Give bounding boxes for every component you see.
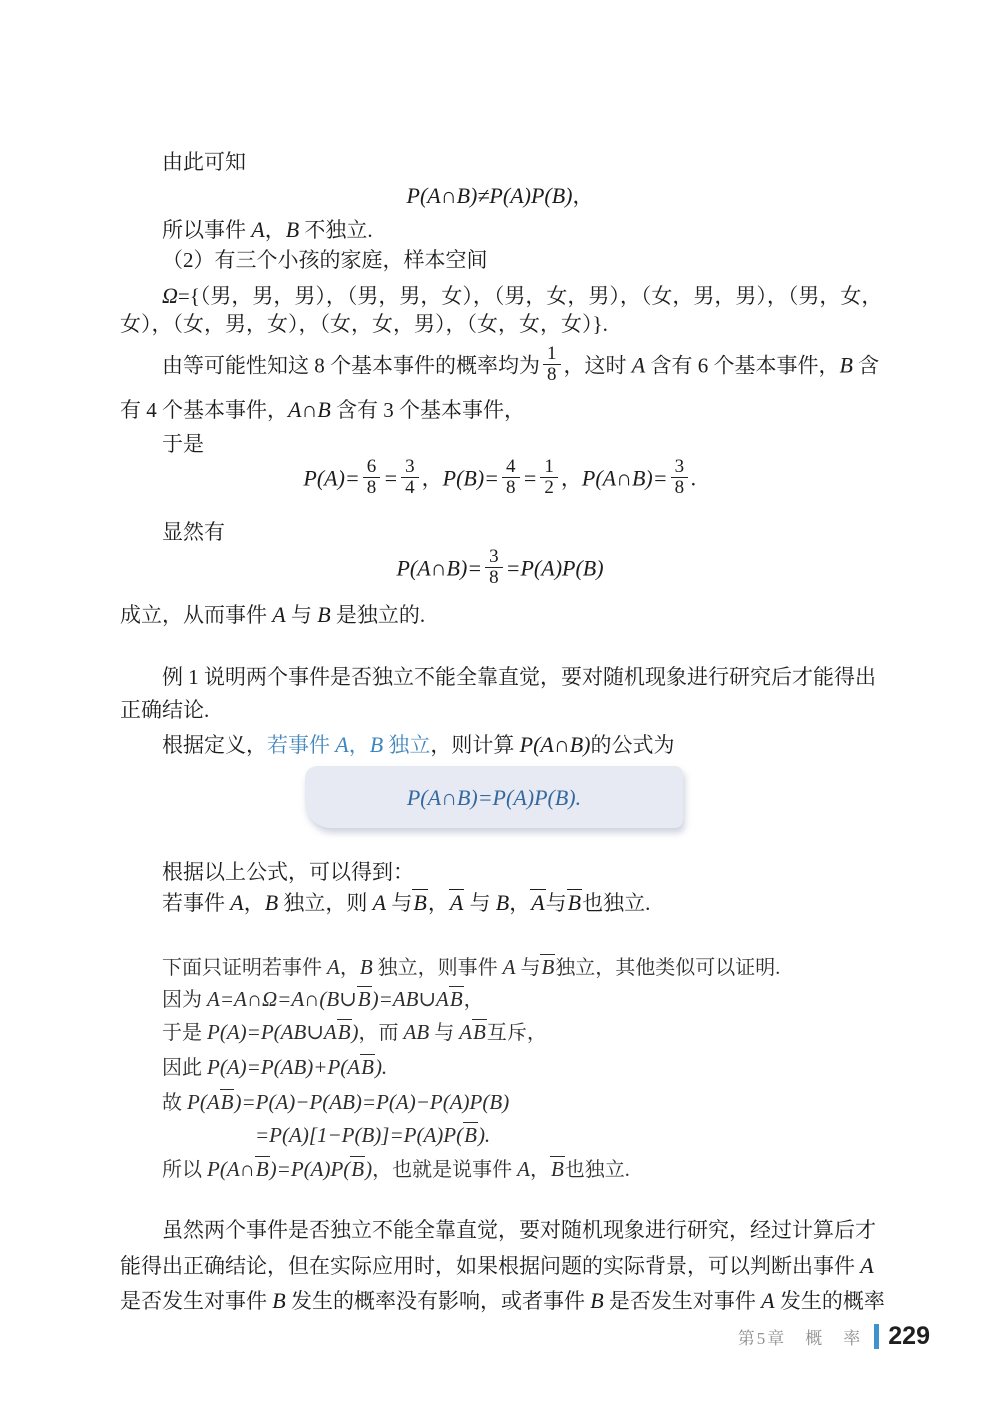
text-segment: （2）有三个小孩的家庭，样本空间 (162, 248, 488, 272)
text-segment: ，则计算 (430, 733, 520, 757)
text-segment: ， (421, 466, 443, 491)
proof-line-7 (162, 1152, 630, 1188)
text-segment: ， (463, 989, 484, 1011)
fraction-denominator: 8 (363, 477, 381, 498)
text-segment: A (372, 890, 387, 915)
proof-line-4 (162, 1050, 387, 1086)
text-segment: P(A∩B)= (581, 465, 668, 491)
text-segment: A∩B (288, 397, 331, 422)
text-segment: 故 (162, 1092, 187, 1114)
fraction-numerator: 6 (366, 456, 377, 477)
fraction-numerator: 3 (674, 456, 685, 477)
text-segment: B (464, 1123, 477, 1147)
text-segment: A (230, 890, 244, 915)
text-segment: B (369, 732, 384, 757)
proof-line-3 (162, 1015, 547, 1051)
para-youcikezhi (162, 145, 246, 180)
para-closing-1 (162, 1213, 876, 1248)
para-example1-note-2 (120, 693, 209, 728)
para-example1-note (162, 660, 876, 695)
text-segment: 根据定义， (162, 733, 267, 757)
text-segment: 也独立. (582, 891, 651, 915)
text-segment: B (590, 1288, 604, 1313)
text-segment: ， (264, 218, 286, 242)
text-segment: 若事件 (267, 733, 336, 757)
para-yushi (162, 427, 204, 462)
text-segment: B (449, 987, 463, 1011)
fraction-numerator: 3 (405, 456, 415, 477)
text-segment: 因此 (162, 1057, 207, 1079)
text-segment: A (327, 955, 340, 979)
text-segment: B (351, 1157, 365, 1181)
text-segment: 例 1 说明两个事件是否独立不能全靠直觉，要对随机现象进行研究后才能得出 (162, 665, 876, 689)
text-segment: 能得出正确结论，但在实际应用时，如果根据问题的实际背景，可以判断出事件 (120, 1254, 861, 1278)
display-formula-probabilities (120, 456, 880, 501)
text-segment: B (337, 1020, 351, 1044)
text-segment: P(A∩B)= (396, 555, 483, 581)
text-segment: ， (339, 957, 360, 979)
fraction-numerator: 1 (544, 456, 554, 477)
text-segment: 是否发生对事件 (120, 1289, 273, 1313)
page-footer (738, 1322, 930, 1351)
text-segment: 成立，从而事件 (120, 603, 273, 627)
text-segment: B (567, 890, 582, 915)
text-segment: 与 (429, 1022, 460, 1044)
fraction-denominator: 2 (540, 477, 558, 498)
text-segment: A (761, 1288, 775, 1313)
text-segment: P(A (187, 1090, 220, 1114)
text-segment: 不独立. (299, 218, 373, 242)
fraction (543, 344, 561, 385)
fraction (363, 457, 381, 498)
text-segment: B (495, 890, 510, 915)
fraction-denominator: 8 (671, 477, 689, 498)
text-segment: ， (572, 184, 594, 208)
text-segment: )=P(A)P( (269, 1157, 351, 1181)
para-closing-2 (120, 1248, 874, 1284)
text-segment: Ω (162, 283, 178, 308)
text-segment: A (335, 732, 349, 757)
text-segment: B (357, 987, 371, 1011)
text-segment: A (449, 890, 464, 915)
fraction (671, 457, 689, 498)
text-segment: 含 (852, 353, 880, 378)
proof-line-1 (162, 950, 780, 986)
text-segment: A (517, 1157, 530, 1181)
text-segment: A (459, 1020, 473, 1044)
fraction-denominator: 8 (502, 477, 520, 498)
text-segment: 所以 (162, 1159, 207, 1181)
para-equally-likely-2 (120, 392, 525, 428)
text-segment: B (264, 890, 279, 915)
text-segment: B (473, 1020, 486, 1044)
text-segment: P(A∩B)=P(A)P(B). (406, 784, 582, 810)
text-segment: B (413, 890, 427, 915)
text-segment: =P(A)P(B) (505, 555, 604, 581)
fraction (485, 547, 503, 588)
proof-line-2 (162, 982, 484, 1018)
fraction-denominator: 8 (485, 567, 503, 588)
fraction-numerator: 4 (506, 456, 516, 477)
text-segment: A (860, 1253, 874, 1278)
text-segment: P(A)=P(AB∪A (207, 1020, 337, 1044)
fraction-numerator: 3 (489, 546, 499, 567)
para-omega-line2 (120, 307, 608, 342)
fraction (401, 457, 419, 498)
text-segment: B (255, 1157, 269, 1181)
text-segment: ， (427, 891, 449, 915)
text-segment: )=AB∪A (371, 987, 449, 1011)
text-segment: 由等可能性知这 8 个基本事件的概率均为 (162, 353, 540, 378)
text-segment: 有 4 个基本事件， (120, 398, 288, 422)
text-segment: 发生的概率 (774, 1289, 885, 1313)
text-segment: B (317, 602, 331, 627)
text-segment: 女），（女，男，女），（女，女，男），（女，女，女）}. (120, 312, 608, 336)
text-segment: P(A∩B) (519, 732, 591, 757)
para-equally-likely (162, 343, 880, 388)
fraction (502, 457, 520, 498)
text-segment: 与 (545, 891, 567, 915)
text-segment: ={（男，男，男），（男，男，女），（男，女，男），（女，男，男），（男，女， (177, 284, 883, 308)
text-segment: 发生的概率没有影响，或者事件 (285, 1289, 591, 1313)
text-segment: 是独立的. (330, 603, 426, 627)
text-segment: = (522, 465, 538, 491)
text-segment: A=A∩Ω=A∩(B∪ (207, 987, 357, 1011)
text-segment: ，这时 (563, 353, 632, 378)
footer-accent-bar (874, 1324, 879, 1349)
page-number: 229 (888, 1322, 930, 1350)
text-segment: 由此可知 (162, 150, 246, 174)
text-segment: 独立，则 (278, 891, 373, 915)
text-segment: = (383, 465, 399, 491)
text-segment: P(A)= (303, 465, 360, 491)
text-segment: 与 (464, 891, 496, 915)
text-segment: 含有 6 个基本事件， (645, 353, 840, 378)
text-segment: B (272, 1288, 286, 1313)
text-segment: 正确结论. (120, 698, 210, 722)
text-segment: 独立 (383, 733, 431, 757)
text-segment: 若事件 (162, 891, 231, 915)
text-segment: 互斥， (486, 1022, 547, 1044)
text-segment: ， (509, 891, 531, 915)
text-segment: ， (348, 733, 370, 757)
display-formula-independent (120, 546, 880, 591)
proof-line-5 (162, 1085, 509, 1121)
text-segment: ) (365, 1157, 373, 1181)
fraction-denominator: 8 (543, 364, 561, 385)
text-segment: 的公式为 (590, 733, 675, 757)
text-segment: 也独立. (564, 1159, 630, 1181)
text-segment: A (531, 890, 545, 915)
formula-highlight-box (305, 766, 683, 828)
text-segment: 与 (285, 603, 318, 627)
text-segment: B (361, 1055, 374, 1079)
text-segment: P(A)=P(AB)+P(A (207, 1055, 361, 1079)
text-segment: 与 (386, 891, 413, 915)
text-segment: 于是 (162, 1022, 207, 1044)
text-segment: 下面只证明若事件 (162, 957, 327, 979)
para-genjudingyi (162, 727, 675, 763)
proof-line-6 (255, 1118, 490, 1154)
text-segment: A (631, 352, 646, 378)
para-closing-3 (120, 1283, 885, 1319)
text-segment: B (220, 1090, 234, 1114)
text-segment: 含有 3 个基本事件， (330, 398, 526, 422)
text-segment: 虽然两个事件是否独立不能全靠直觉，要对随机现象进行研究，经过计算后才 (162, 1218, 876, 1242)
text-segment: ). (477, 1123, 491, 1147)
para-chengli (120, 597, 425, 633)
text-segment: A (272, 602, 286, 627)
text-segment: P(A∩ (207, 1157, 255, 1181)
text-segment: 所以事件 (162, 218, 252, 242)
text-segment: ，也就是说事件 (372, 1159, 518, 1181)
text-segment: B (359, 955, 373, 979)
text-segment: B (285, 217, 300, 242)
text-segment: A (502, 955, 516, 979)
text-segment: ) (351, 1020, 359, 1044)
chapter-label: 第5章 概 率 (737, 1329, 863, 1348)
text-segment: ). (374, 1055, 388, 1079)
text-segment: 显然有 (162, 520, 225, 544)
text-segment: ， (560, 466, 582, 491)
text-segment: P(A∩B)≠P(A)P(B) (406, 183, 573, 208)
text-segment: B (550, 1157, 564, 1181)
text-segment: ， (243, 891, 265, 915)
text-segment: ， (529, 1159, 550, 1181)
text-segment: 根据以上公式，可以得到： (162, 860, 414, 884)
display-formula-not-equal (120, 178, 880, 214)
text-segment: 与 (515, 957, 541, 979)
text-segment: 独立，其他类似可以证明. (555, 957, 781, 979)
text-segment: A (251, 217, 265, 242)
text-segment: 是否发生对事件 (603, 1289, 762, 1313)
para-item2 (162, 243, 488, 278)
para-xianranyou (162, 515, 225, 550)
fraction-denominator: 4 (401, 477, 419, 498)
fraction (540, 457, 558, 498)
text-segment: =P(A)[1−P(B)]=P(A)P( (255, 1123, 464, 1147)
text-segment: B (839, 352, 853, 378)
text-segment: 因为 (162, 989, 207, 1011)
text-segment: AB (403, 1020, 430, 1044)
text-segment: P(B)= (442, 465, 500, 491)
text-segment: 于是 (162, 432, 204, 456)
text-segment: ，而 (358, 1022, 404, 1044)
para-corollary (162, 885, 650, 921)
text-segment: . (691, 465, 697, 491)
text-segment: )=P(A)−P(AB)=P(A)−P(A)P(B) (234, 1090, 510, 1114)
text-segment: 独立，则事件 (372, 957, 503, 979)
text-segment: B (541, 955, 555, 979)
fraction-numerator: 1 (547, 343, 557, 364)
